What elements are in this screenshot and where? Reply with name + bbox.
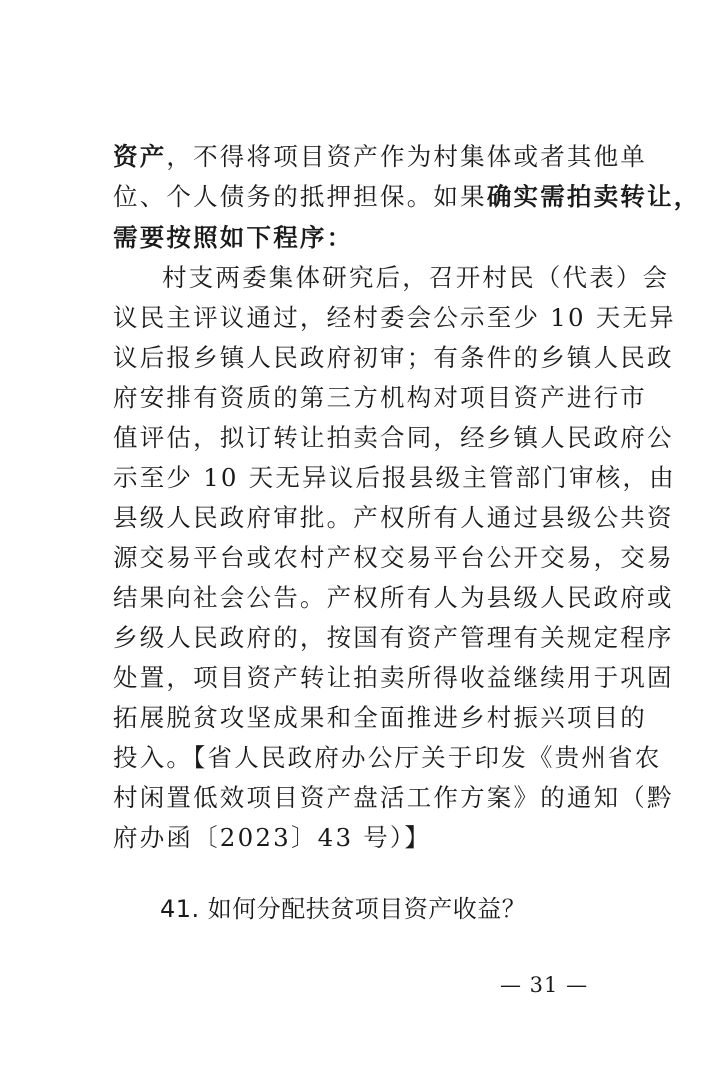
body-text: 投入。【省人民政府办公厅关于印发《贵州省农 [113,743,662,772]
text-line [113,418,674,458]
body-text: 县级人民政府审批。产权所有人通过县级公共资 [113,503,674,532]
body-text: 示至少 10 天无异议后报县级主管部门审核，由 [113,463,676,492]
body-text: 位、个人债务的抵押担保。如果 [113,182,487,211]
body-text: 处置，项目资产转让拍卖所得收益继续用于巩固 [113,663,674,692]
text-line [113,137,648,177]
body-text: 值评估，拟订转让拍卖合同，经乡镇人民政府公 [113,423,674,452]
text-line [113,218,613,258]
body-text: 结果向社会公告。产权所有人为县级人民政府或 [113,583,674,612]
body-text: 议后报乡镇人民政府初审；有条件的乡镇人民政 [113,343,674,372]
body-text: 村支两委集体研究后，召开村民（代表）会 [162,263,670,292]
bold-text: 确实需拍卖转让， [486,182,701,211]
body-text: 府办函〔2023〕43 号）】 [113,823,432,852]
bold-text: 需要按照如下程序： [113,223,354,252]
body-text: 府安排有资质的第三方机构对项目资产进行市 [113,383,647,412]
text-line [113,658,674,698]
text-line [113,338,674,378]
body-text: 源交易平台或农村产权交易平台公开交易，交易 [113,543,674,572]
text-line [113,498,674,538]
text-line [113,618,674,658]
text-line [113,538,674,578]
text-line [113,578,674,618]
body-text: 村闲置低效项目资产盘活工作方案》的通知（黔 [113,783,674,812]
bold-text: 资产 [113,142,167,171]
text-line [162,258,670,298]
text-line [113,177,701,217]
text-line [113,378,647,418]
body-text: ，不得将项目资产作为村集体或者其他单 [166,142,648,171]
body-text: 乡级人民政府的，按国有资产管理有关规定程序 [113,623,674,652]
section-heading: 41. 如何分配扶贫项目资产收益？ [160,895,527,923]
text-line [113,298,676,338]
text-line [113,458,676,498]
page-number: — 31 — [500,973,589,997]
text-line [113,738,662,778]
body-text: 议民主评议通过，经村委会公示至少 10 天无异 [113,303,676,332]
text-line [113,778,674,818]
text-line [113,698,647,738]
body-text: 拓展脱贫攻坚成果和全面推进乡村振兴项目的 [113,703,647,732]
text-line [113,818,613,858]
